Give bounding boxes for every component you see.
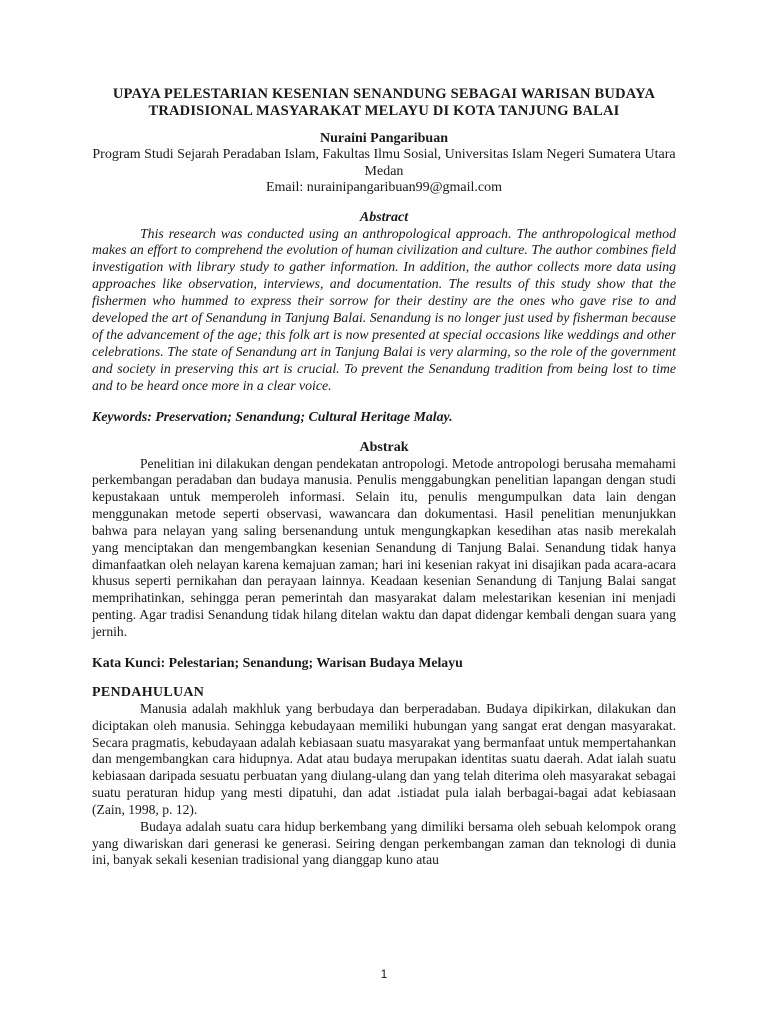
page-number: 1 [380,967,388,981]
author-name: Nuraini Pangaribuan [320,131,448,146]
kata-kunci: Kata Kunci: Pelestarian; Senandung; Warisan Budaya Melayu [92,654,463,670]
section-heading-pendahuluan: PENDAHULUAN [92,684,205,700]
abstrak-body: Penelitian ini dilakukan dengan pendekatan antropologi. Metode antropologi berusaha memahami perkembangan peradaban dan budaya manusia. Penulis menggabungkan penelitian lapangan dengan studi kepustakaan untuk memperoleh informasi. Selain itu, penulis mengumpulkan data lain dengan menggunakan metode seperti observasi, wawancara dan dokumentasi. Hasil penelitian menunjukkan bahwa para nelayan yang saling bersenandung untuk mengungkapkan kesedihan atas nasib merekalah yang menciptakan dan mengembangkan kesenian Senandung di Tanjung Balai. Senandung tidak hanya dimanfaatkan oleh nelayan karena kemajuan zaman; hari ini kesenian rakyat ini disajikan pada acara-acara khusus seperti pernikahan dan perayaan lainnya. Keadaan kesenian Senandung di Tanjung Balai sangat memprihatinkan, sehingga peran pemerintah dan masyarakat dalam melestarikan kesenian ini menjadi penting. Agar tradisi Senandung tidak hilang ditelan waktu dan dapat didengar kembali dengan suara yang jernih. [92,455,676,639]
abstrak-heading: Abstrak [359,439,409,455]
author-email: Email: nurainipangaribuan99@gmail.com [265,180,503,195]
abstract-heading: Abstract [359,209,409,225]
body-paragraph: Manusia adalah makhluk yang berbudaya dan berperadaban. Budaya dipikirkan, dilakukan dan diciptakan oleh manusia. Sehingga kebudayaan memiliki hubungan yang sangat erat dengan masyarakat. Secara pragmatis, kebudayaan adalah kebiasaan suatu masyarakat yang bermanfaat untuk mempertahankan dan mengembangkan cara hidupnya. Adat atau budaya merupakan identitas suatu daerah. Adat ialah suatu kebiasaan daripada sesuatu perbuatan yang diulang-ulang dan yang telah diterima oleh masyarakat sebagai suatu peraturan hidup yang mesti dipatuhi, dan adat .istiadat pula ialah berbagai-bagai adat kebiasaan (Zain, 1998, p. 12). [92,700,676,817]
author-affiliation: Program Studi Sejarah Peradaban Islam, Fakultas Ilmu Sosial, Universitas Islam Negeri Sumatera Utara Medan [92,147,676,179]
abstract-body: This research was conducted using an anthropological approach. The anthropological method makes an effort to comprehend the evolution of human civilization and culture. The author combines field investigation with library study to gather information. In addition, the author collects more data using approaches like observation, interviews, and documentation. The results of this study show that the fishermen who hummed to express their sorrow for their destiny are the ones who gave rise to and developed the art of Senandung in Tanjung Balai. Senandung is no longer just used by fisherman because of the advancement of the age; this folk art is now presented at special occasions like weddings and other celebrations. The state of Senandung art in Tanjung Balai is very alarming, so the role of the government and society in preserving this art is crucial. To prevent the Senandung tradition from being lost to time and to be heard once more in a clear voice. [92,225,676,393]
keywords: Keywords: Preservation; Senandung; Cultural Heritage Malay. [92,408,453,424]
body-paragraph: Budaya adalah suatu cara hidup berkembang yang dimiliki bersama oleh sebuah kelompok orang yang diwariskan dari generasi ke generasi. Seiring dengan perkembangan zaman dan teknologi di dunia ini, banyak sekali kesenian tradisional yang dianggap kuno atau [92,818,676,868]
paper-title: UPAYA PELESTARIAN KESENIAN SENANDUNG SEBAGAI WARISAN BUDAYA TRADISIONAL MASYARAKAT MELAYU DI KOTA TANJUNG BALAI [112,86,656,119]
